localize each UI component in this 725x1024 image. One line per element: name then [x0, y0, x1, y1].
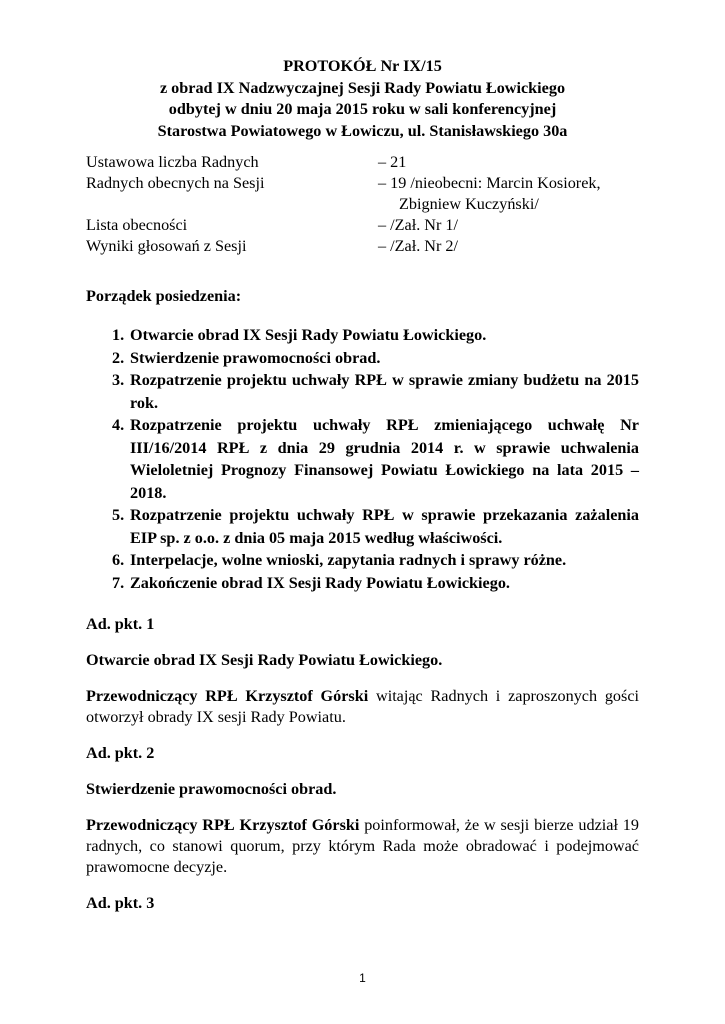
agenda-item-number: 4. [112, 416, 125, 434]
info-value: – 21 [378, 153, 407, 171]
info-value-continued: Zbigniew Kuczyński/ [399, 195, 539, 213]
info-label: Radnych obecnych na Sesji [86, 174, 265, 192]
agenda-item [86, 549, 639, 572]
title-line-2: z obrad IX Nadzwyczajnej Sesji Rady Powiatu Łowickiego [159, 78, 566, 97]
section-1-heading: Ad. pkt. 1 [86, 615, 155, 633]
speaker-name: Przewodniczący RPŁ Krzysztof Górski [86, 687, 369, 705]
info-label: Lista obecności [86, 216, 188, 234]
speaker-name: Przewodniczący RPŁ Krzysztof Górski [86, 816, 360, 834]
section-2-heading: Ad. pkt. 2 [86, 744, 155, 762]
agenda-item-text: Rozpatrzenie projektu uchwały RPŁ w sprawie zmiany budżetu na 2015 rok. [130, 371, 639, 412]
agenda-item-number: 2. [112, 348, 125, 367]
info-value: – 19 /nieobecni: Marcin Kosiorek, [378, 174, 601, 192]
agenda-list [86, 324, 639, 594]
info-row [86, 236, 639, 257]
agenda-item [86, 572, 639, 595]
section-3-heading: Ad. pkt. 3 [86, 894, 155, 912]
paragraph-text: witając Radnych i zaproszonych gości otworzył obrady IX sesji Rady Powiatu. [86, 687, 639, 726]
info-label: Ustawowa liczba Radnych [86, 153, 259, 171]
agenda-item-text: Rozpatrzenie projektu uchwały RPŁ w sprawie przekazania zażalenia EIP sp. z o.o. z dnia 05 maja 2015 według właściwości. [130, 506, 639, 547]
agenda-item-text: Stwierdzenie prawomocności obrad. [130, 348, 381, 367]
section-1-paragraph [86, 686, 639, 728]
agenda-item [86, 347, 639, 370]
document-title [86, 56, 639, 142]
agenda-item-number: 3. [112, 371, 125, 389]
agenda-item-text: Interpelacje, wolne wnioski, zapytania radnych i sprawy różne. [130, 551, 567, 569]
agenda-item-number: 1. [112, 326, 125, 344]
agenda-item-number: 7. [112, 573, 125, 592]
attendance-info [86, 152, 639, 257]
info-value: – /Zał. Nr 2/ [378, 237, 459, 255]
info-row [86, 194, 639, 215]
title-line-4: Starostwa Powiatowego w Łowiczu, ul. Stanisławskiego 30a [157, 121, 568, 140]
info-label: Wyniki głosowań z Sesji [86, 237, 247, 255]
info-row [86, 215, 639, 236]
agenda-heading: Porządek posiedzenia: [86, 287, 242, 305]
info-value: – /Zał. Nr 1/ [378, 216, 459, 234]
document-page [86, 56, 639, 914]
agenda-item-text: Otwarcie obrad IX Sesji Rady Powiatu Łowickiego. [130, 326, 487, 344]
title-line-3: odbytej w dniu 20 maja 2015 roku w sali konferencyjnej [168, 100, 557, 118]
info-row [86, 152, 639, 173]
agenda-item-text: Rozpatrzenie projektu uchwały RPŁ zmieniającego uchwałę Nr III/16/2014 RPŁ z dnia 29 grudnia 2014 r. w sprawie uchwalenia Wieloletniej Prognozy Finansowej Powiatu Łowickiego na lata 2015 – 2018. [130, 416, 639, 502]
paragraph-text: poinformował, że w sesji bierze udział 19 radnych, co stanowi quorum, przy którym Rada może obradować i podejmować prawomocne decyzje. [86, 816, 639, 876]
page-number: 1 [359, 971, 366, 985]
agenda-item [86, 324, 639, 347]
section-2-paragraph [86, 815, 639, 878]
agenda-item-number: 6. [112, 551, 125, 569]
agenda-item-number: 5. [112, 506, 125, 524]
agenda-item-text: Zakończenie obrad IX Sesji Rady Powiatu Łowickiego. [130, 573, 510, 592]
title-line-1: PROTOKÓŁ Nr IX/15 [283, 57, 442, 75]
agenda-item [86, 369, 639, 414]
section-1-title: Otwarcie obrad IX Sesji Rady Powiatu Łowickiego. [86, 651, 443, 669]
info-row [86, 173, 639, 194]
agenda-item [86, 504, 639, 549]
agenda-item [86, 414, 639, 504]
section-2-title: Stwierdzenie prawomocności obrad. [86, 780, 337, 798]
